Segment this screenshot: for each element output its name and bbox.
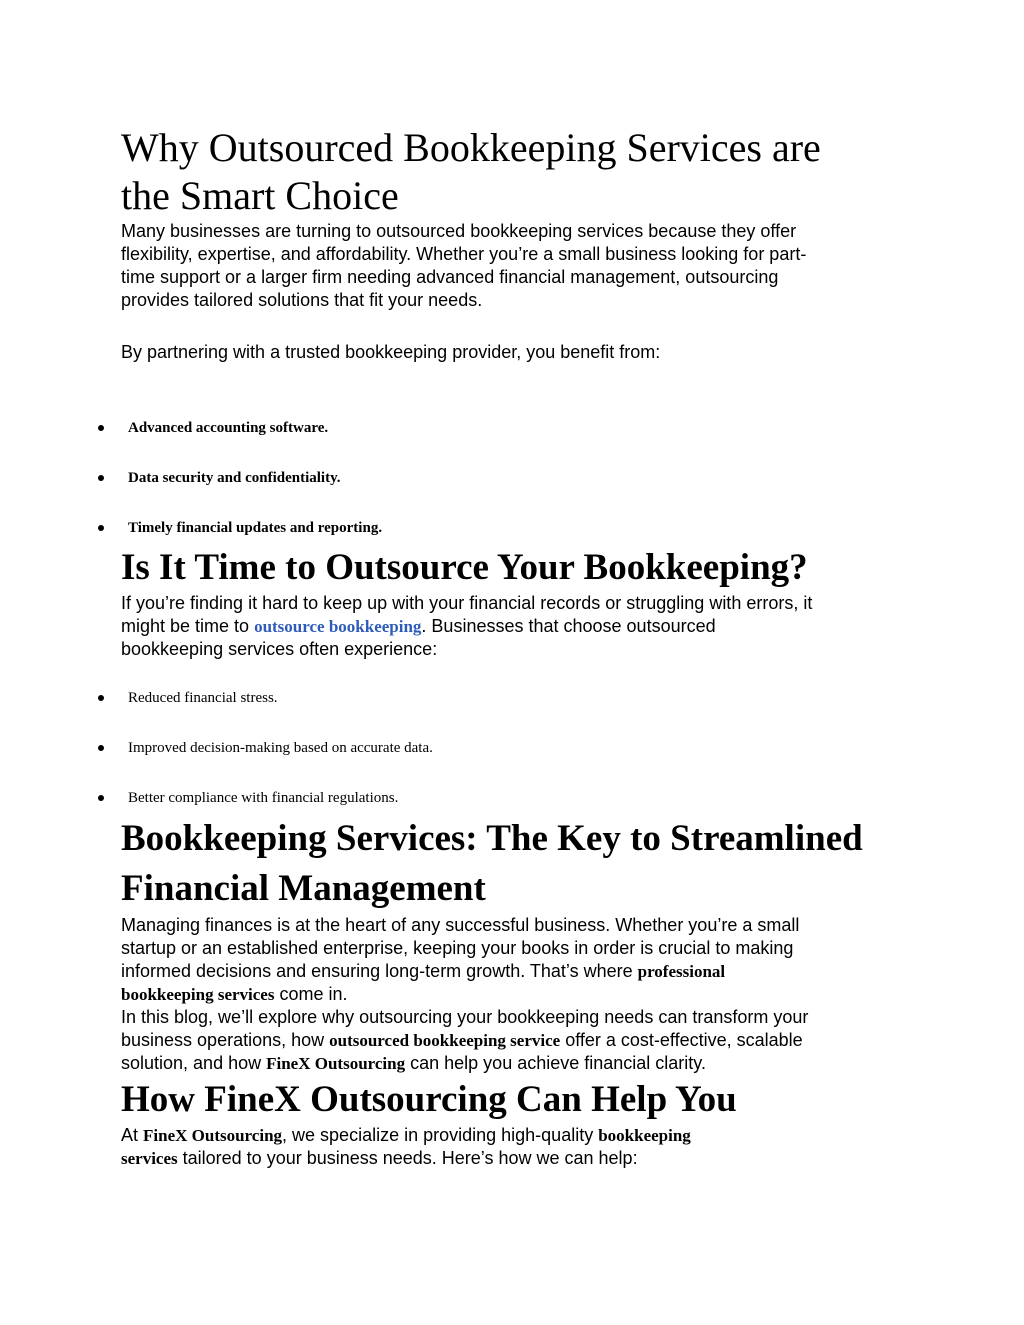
list-item: Reduced financial stress. [0, 686, 1024, 710]
bullet-icon [98, 425, 104, 431]
section-paragraph: At FineX Outsourcing, we specialize in providing high-quality bookkeeping services tailored to your business needs. Here’s how we can help: [121, 1125, 691, 1168]
intro-paragraph: Many businesses are turning to outsourced bookkeeping services because they offer flexibility, expertise, and affordability. Whether you’re a small business looking for part- time support or a larger firm needing advanced financial management, outsourcing provides tailored solutions that fit your needs. [121, 221, 807, 310]
list-item: Data security and confidentiality. [0, 466, 1024, 490]
section-time-to-outsource [121, 544, 911, 661]
bullet-icon [98, 695, 104, 701]
section-heading: Is It Time to Outsource Your Bookkeeping? [121, 547, 808, 588]
title-line-1: Why Outsourced Bookkeeping Services are [121, 125, 821, 170]
section-how-finex-helps [121, 1076, 911, 1170]
section-paragraph: Managing finances is at the heart of any successful business. Whether you’re a small startup or an established enterprise, keeping your books in order is crucial to making informed decisions and ensuring long-term growth. That’s where professional bookkeeping services come in. In this blog, we’ll explore why outsourcing your bookkeeping needs can transform your business operations, how outsourced bookkeeping service offer a cost-effective, scalable solution, and how FineX Outsourcing can help you achieve financial clarity. [121, 915, 809, 1073]
list-item: Better compliance with financial regulations. [0, 786, 1024, 810]
list-item: Timely financial updates and reporting. [0, 516, 1024, 540]
benefits-intro: By partnering with a trusted bookkeeping provider, you benefit from: [121, 342, 661, 362]
list-item: Improved decision-making based on accurate data. [0, 736, 1024, 760]
bullet-icon [98, 475, 104, 481]
bullet-icon [98, 525, 104, 531]
title-line-2: the Smart Choice [121, 173, 399, 218]
section-paragraph: If you’re finding it hard to keep up with your financial records or struggling with errors, it might be time to outsource bookkeeping. Businesses that choose outsourced bookkeeping services often experience: [121, 593, 813, 659]
section-heading: Bookkeeping Services: The Key to Streamlined Financial Management [121, 818, 863, 909]
section-heading: How FineX Outsourcing Can Help You [121, 1079, 737, 1120]
bullet-icon [98, 795, 104, 801]
list-item: Advanced accounting software. [0, 416, 1024, 440]
section-key-to-streamlined [121, 814, 911, 1075]
section-smart-choice [121, 124, 911, 312]
page-title [121, 124, 911, 220]
bullet-icon [98, 745, 104, 751]
outsource-bookkeeping-link[interactable]: outsource bookkeeping [254, 617, 422, 636]
